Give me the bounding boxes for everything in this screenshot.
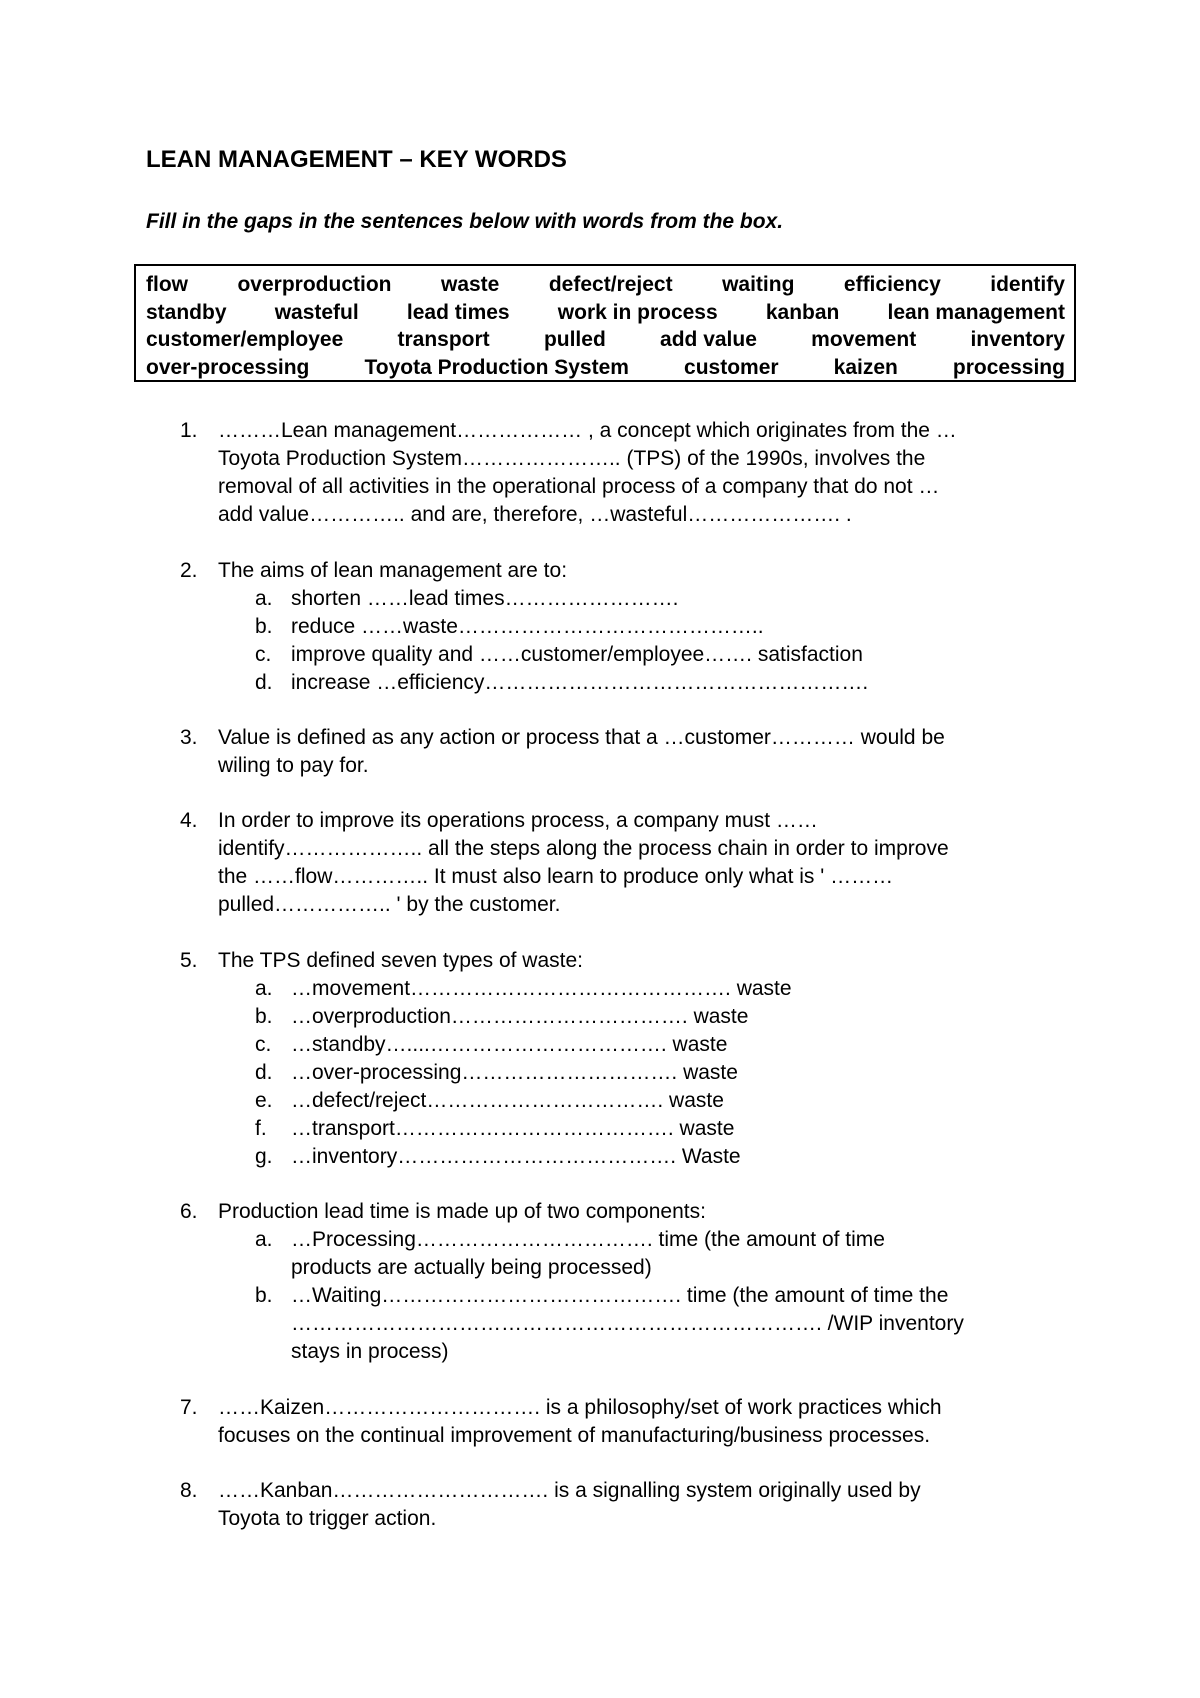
question-line: focuses on the continual improvement of manufacturing/business processes. — [218, 1424, 931, 1447]
word: Toyota Production System — [364, 355, 629, 379]
word: overproduction — [237, 273, 392, 296]
question-line: Toyota to trigger action. — [218, 1507, 437, 1530]
item-text: …overproduction……………………………. waste — [291, 1005, 749, 1028]
item-letter: b. — [255, 1284, 273, 1307]
item-letter: d. — [255, 671, 273, 694]
question-3 — [0, 724, 1200, 780]
item-letter: c. — [255, 1033, 272, 1056]
word: waste — [440, 273, 500, 296]
question-line: ………Lean management……………… , a concept which originates from the … — [218, 419, 957, 442]
question-line: Production lead time is made up of two components: — [218, 1200, 706, 1223]
question-line: wiling to pay for. — [218, 754, 369, 777]
item-letter: g. — [255, 1145, 273, 1168]
question-number: 2. — [180, 559, 198, 582]
word-box-row — [146, 354, 1065, 382]
word: waiting — [722, 273, 795, 296]
question-line: Toyota Production System………………….. (TPS) of the 1990s, involves the — [218, 447, 926, 470]
question-line: The aims of lean management are to: — [218, 559, 568, 582]
word: customer — [684, 355, 779, 379]
word: flow — [146, 273, 188, 296]
item-letter: b. — [255, 615, 273, 638]
question-line: removal of all activities in the operational process of a company that do not … — [218, 475, 940, 498]
item-letter: e. — [255, 1089, 273, 1112]
item-text: products are actually being processed) — [291, 1256, 652, 1279]
instructions: Fill in the gaps in the sentences below with words from the box. — [146, 210, 784, 233]
question-number: 4. — [180, 809, 198, 832]
question-8 — [0, 1477, 1200, 1533]
question-number: 1. — [180, 419, 198, 442]
item-text: stays in process) — [291, 1340, 449, 1363]
question-line: The TPS defined seven types of waste: — [218, 949, 583, 972]
word: transport — [397, 328, 490, 351]
question-7 — [0, 1394, 1200, 1450]
question-number: 7. — [180, 1396, 198, 1419]
item-letter: a. — [255, 1228, 273, 1251]
item-letter: b. — [255, 1005, 273, 1028]
item-text: …transport…………………………………. waste — [291, 1117, 735, 1140]
question-6 — [0, 1198, 1200, 1366]
word: add value — [660, 328, 757, 351]
word: kaizen — [833, 355, 898, 379]
word: standby — [146, 300, 227, 324]
question-line: ……Kanban…………………………. is a signalling system originally used by — [218, 1479, 921, 1502]
question-2 — [0, 557, 1200, 697]
item-text: increase …efficiency………………………………………………. — [291, 671, 869, 694]
word-box-row — [146, 271, 1065, 299]
question-line: the ……flow………….. It must also learn to produce only what is ' ……… — [218, 865, 894, 888]
item-text: …defect/reject……………………………. waste — [291, 1089, 724, 1112]
word: movement — [811, 328, 917, 351]
question-4 — [0, 807, 1200, 919]
item-letter: d. — [255, 1061, 273, 1084]
question-5 — [0, 947, 1200, 1171]
word: inventory — [970, 328, 1065, 351]
word-box — [134, 264, 1076, 382]
word: pulled — [543, 328, 606, 351]
question-number: 5. — [180, 949, 198, 972]
item-text: …………………………………………………………………. /WIP inventory — [291, 1312, 964, 1335]
item-text: …Waiting……………………………………. time (the amount of time the — [291, 1284, 949, 1307]
page-title: LEAN MANAGEMENT – KEY WORDS — [146, 146, 567, 173]
item-letter: a. — [255, 977, 273, 1000]
word: over-processing — [146, 355, 310, 379]
word: lead times — [406, 300, 510, 324]
question-number: 8. — [180, 1479, 198, 1502]
question-line: In order to improve its operations process, a company must …… — [218, 809, 818, 832]
word: defect/reject — [548, 273, 673, 296]
word: lean management — [887, 300, 1065, 324]
question-number: 3. — [180, 726, 198, 749]
item-text: …over-processing…………………………. waste — [291, 1061, 738, 1084]
item-text: improve quality and ……customer/employee……. satisfaction — [291, 643, 863, 666]
item-text: …Processing……………………………. time (the amount of time — [291, 1228, 885, 1251]
item-text: …movement………………………………………. waste — [291, 977, 792, 1000]
question-line: add value………….. and are, therefore, …wasteful…………………. . — [218, 503, 852, 526]
item-text: …standby…....……………………………. waste — [291, 1033, 728, 1056]
word-box-row — [146, 299, 1065, 327]
item-letter: c. — [255, 643, 272, 666]
word: processing — [952, 355, 1065, 379]
item-text: shorten ……lead times……………………. — [291, 587, 679, 610]
question-line: Value is defined as any action or process that a …customer………… would be — [218, 726, 945, 749]
word: identify — [990, 273, 1065, 296]
question-line: identify……………….. all the steps along the process chain in order to improve — [218, 837, 949, 860]
item-letter: a. — [255, 587, 273, 610]
word: wasteful — [274, 300, 359, 324]
word: customer/employee — [146, 328, 344, 351]
word: efficiency — [843, 273, 941, 296]
question-line: ……Kaizen…………………………. is a philosophy/set of work practices which — [218, 1396, 942, 1419]
word: kanban — [765, 300, 840, 324]
item-text: reduce ……waste…………………………………….. — [291, 615, 764, 638]
question-number: 6. — [180, 1200, 198, 1223]
word: work in process — [557, 300, 718, 324]
item-letter: f. — [255, 1117, 267, 1140]
question-1 — [0, 417, 1200, 529]
question-line: pulled…………….. ' by the customer. — [218, 893, 561, 916]
item-text: …inventory…………………………………. Waste — [291, 1145, 741, 1168]
word-box-row — [146, 326, 1065, 354]
